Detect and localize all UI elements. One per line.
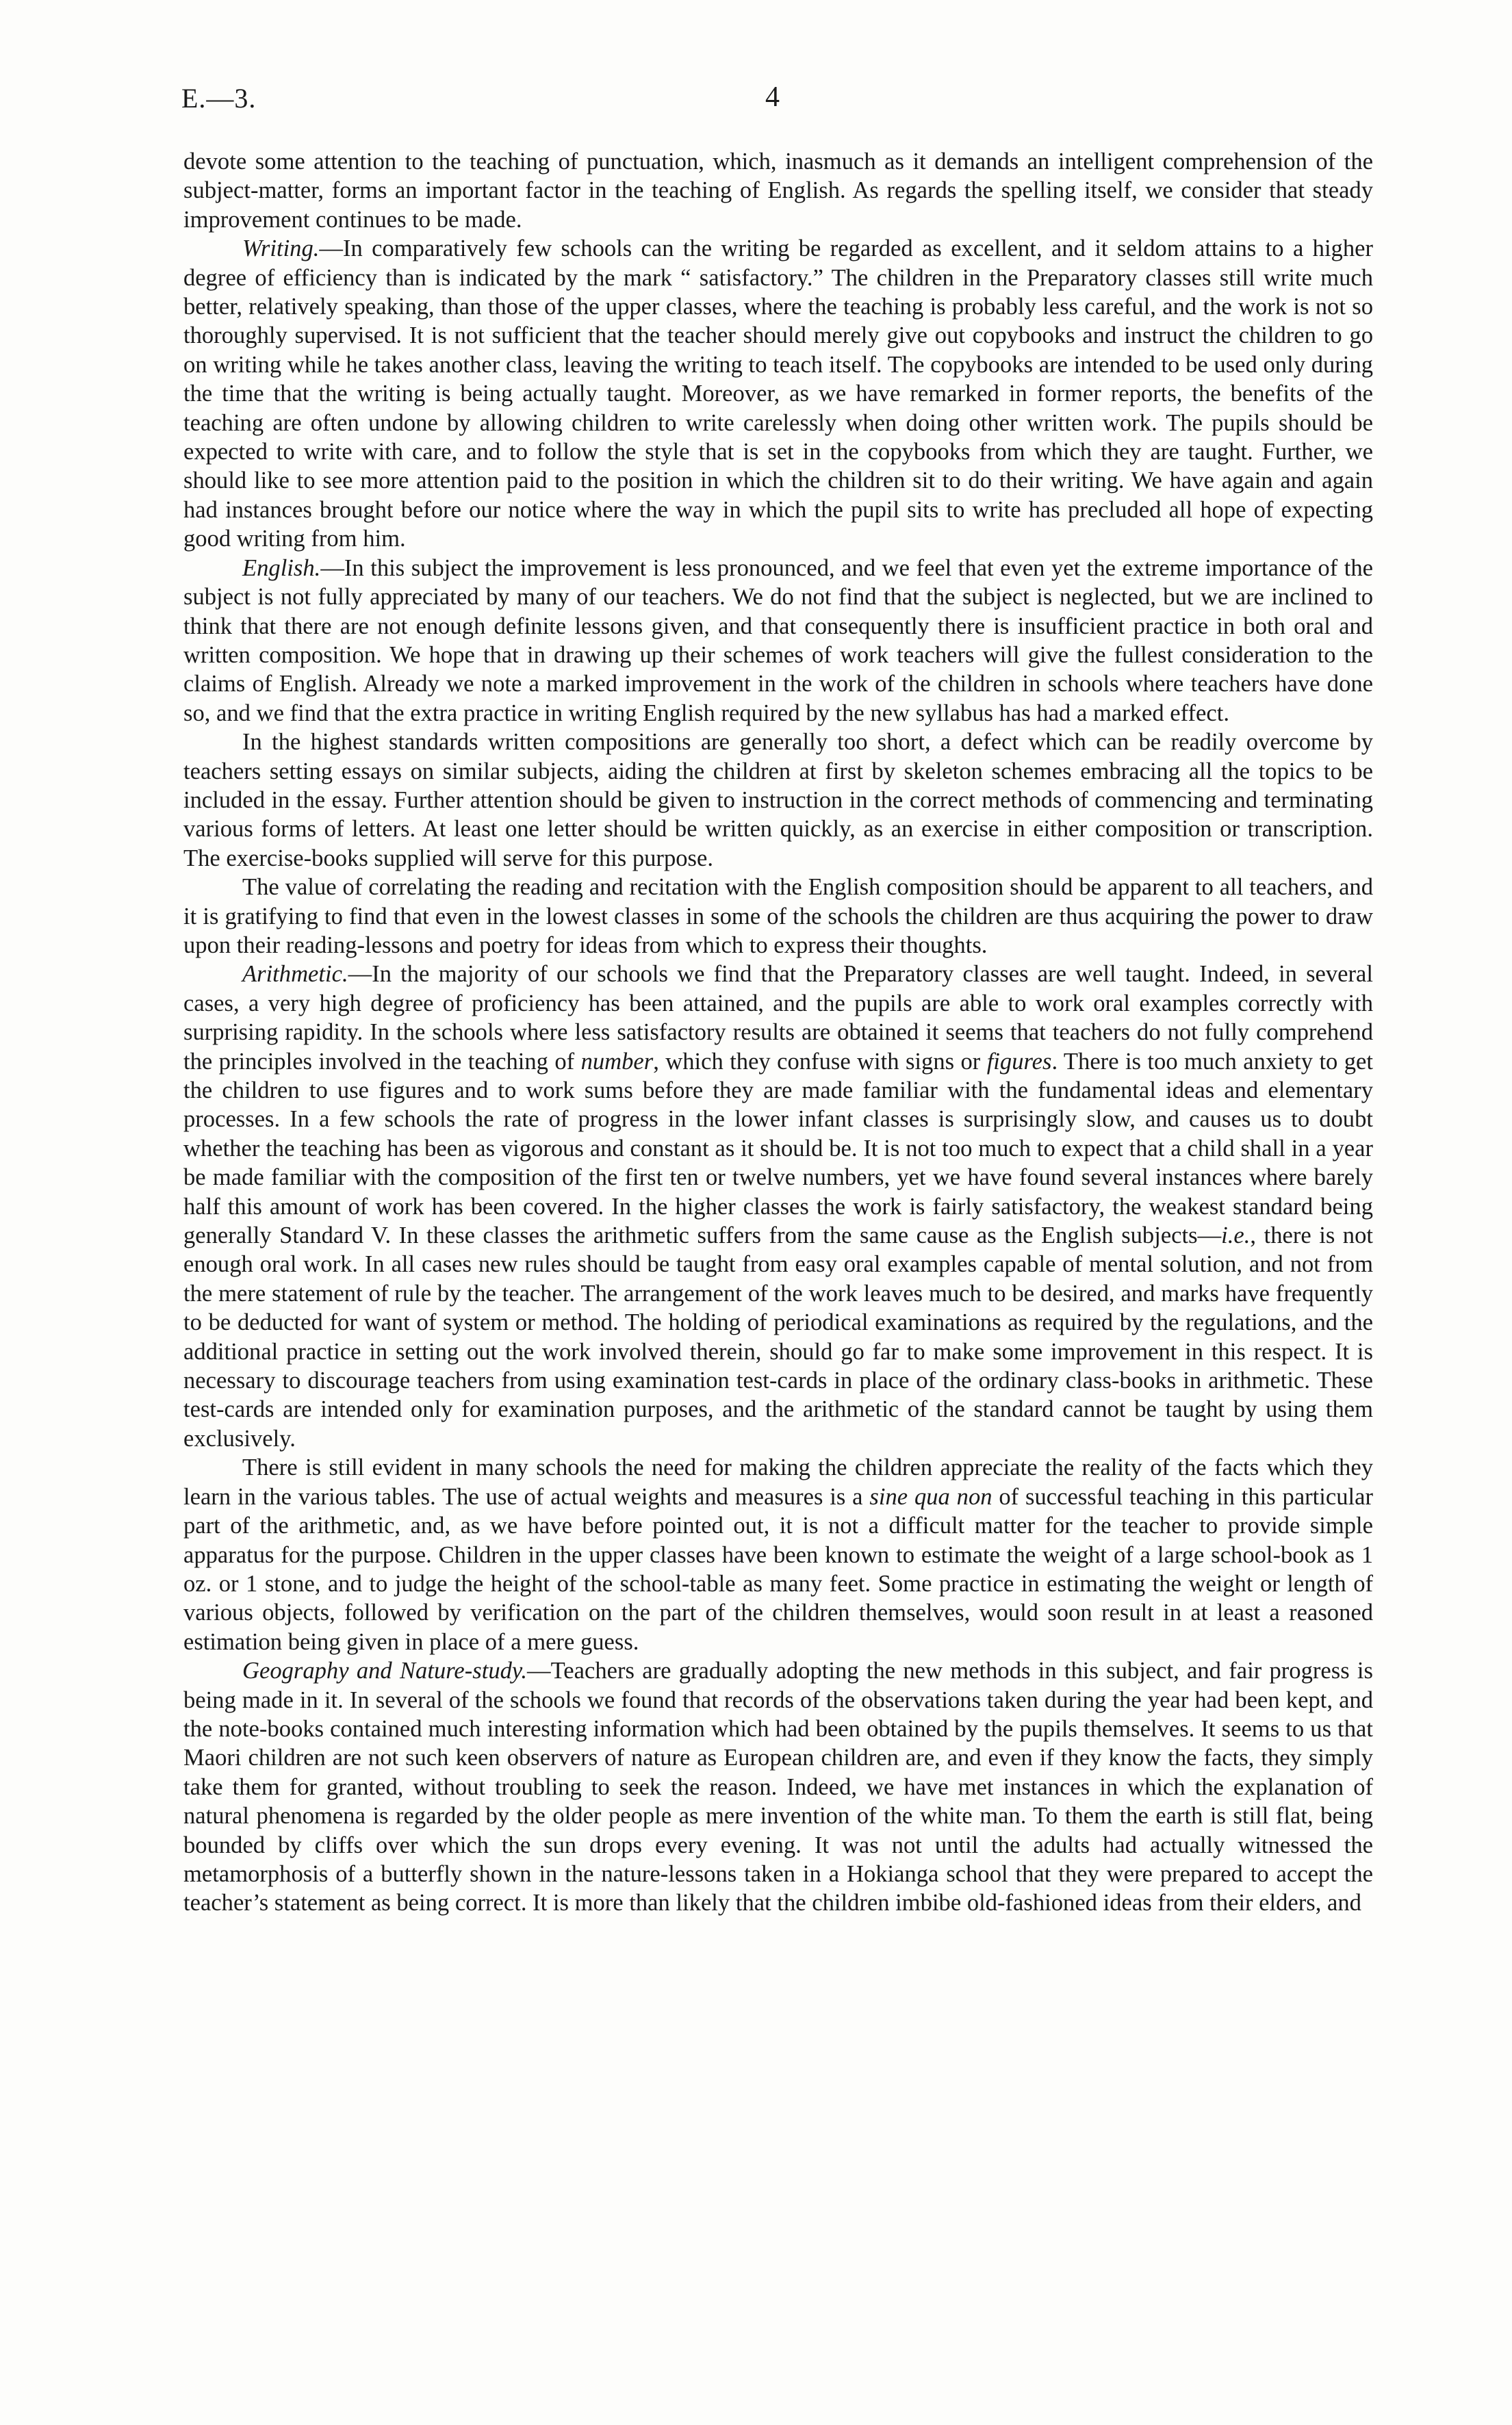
paragraph-text: , there is not enough oral work. In all cases new rules should be taught from easy oral examples capable of mental solution, and not from the mere statement of rule by the teacher. The arrangement of the work leaves much to be desired, and marks have frequently to be deducted for want of system or method. The holding of periodical examinations as required by the regulations, and the additional practice in setting out the work involved therein, should go far to make some improvement in this respect. It is necessary to discourage teachers from using examination test-cards in place of the ordinary class-books in arithmetic. These test-cards are intended only for examination purposes, and the arithmetic of the standard cannot be taught by using them exclusively. <box>183 1222 1373 1452</box>
section-heading-writing: Writing. <box>242 235 320 262</box>
emphasis-term: number <box>580 1048 654 1075</box>
paragraph-text: —In the majority of our schools we find that the Preparatory classes are well taught. Indeed, in several cases, a very high degree of proficiency has been attained, and the pupils are able to work oral examples correctly with surprising rapidity. In the schools where less satisfactory results are obtained it seems that teachers do not fully comprehend the principles involved in the teaching of <box>183 961 1373 1075</box>
paragraph-text: —In comparatively few schools can the writing be regarded as excellent, and it seldom attains to a higher degree of efficiency than is indicated by the mark “ satisfactory.” The children in the Preparatory classes still write much better, relatively speaking, than those of the upper classes, where the teaching is probably less careful, and the work is not so thoroughly supervised. It is not sufficient that the teacher should merely give out copybooks and instruct the children to go on writing while he takes another class, leaving the writing to teach itself. The copybooks are intended to be used only during the time that the writing is being actually taught. Moreover, as we have remarked in former reports, the benefits of the teaching are often undone by allowing children to write carelessly when doing other written work. The pupils should be expected to write with care, and to follow the style that is set in the copybooks from which they are taught. Further, we should like to see more attention paid to the position in which the children sit to do their writing. We have again and again had instances brought before our notice where the way in which the pupil sits to write has precluded all hope of expecting good writing from him. <box>183 235 1373 552</box>
section-heading-english: English. <box>242 554 321 581</box>
paragraph-geography <box>183 1656 1373 1918</box>
paragraph-punctuation <box>183 147 1373 234</box>
paragraph-text: There is still evident in many schools the need for making the children appreciate the reality of the facts which they learn in the various tables. The use of actual weights and measures is a <box>183 1454 1373 1510</box>
paragraph-text: The value of correlating the reading and recitation with the English composition should be apparent to all teachers, and it is gratifying to find that even in the lowest classes in some of the schools the children are thus acquiring the power to draw upon their reading-lessons and poetry for ideas from which to express their thoughts. <box>183 874 1373 958</box>
paragraph-text: , which they confuse with signs or <box>653 1048 987 1075</box>
paragraph-text: In the highest standards written compositions are generally too short, a defect which can be readily overcome by teachers setting essays on similar subjects, aiding the children at first by skeleton schemes embracing all the topics to be included in the essay. Further attention should be given to instruction in the correct methods of commencing and terminating various forms of letters. At least one letter should be written quickly, as an exercise in either composition or transcription. The exercise-books supplied will serve for this purpose. <box>183 729 1373 871</box>
section-heading-arithmetic: Arithmetic. <box>242 961 348 988</box>
emphasis-term: i.e. <box>1221 1222 1251 1249</box>
emphasis-term: figures <box>986 1048 1052 1075</box>
paragraph-english <box>183 554 1373 728</box>
page-number: 4 <box>765 81 780 113</box>
paragraph-text: . There is too much anxiety to get the children to use figures and to work sums before they are made familiar with the fundamental ideas and elementary processes. In a few schools the rate of progress in the lower infant classes is surprisingly slow, and causes us to doubt whether the teaching has been as vigorous and constant as it should be. It is not too much to expect that a child shall in a year be made familiar with the composition of the first ten or twelve numbers, yet we have found several instances where barely half this amount of work has been covered. In the higher classes the work is fairly satisfactory, the weakest standard being generally Standard V. In these classes the arithmetic suffers from the same cause as the English subjects— <box>183 1048 1373 1249</box>
running-head: E.—3. <box>181 83 257 114</box>
paragraph-compositions <box>183 728 1373 873</box>
paragraph-text: of successful teaching in this particular part of the arithmetic, and, as we have before pointed out, it is not a difficult matter for the teacher to provide simple apparatus for the purpose. Children in the upper classes have been known to estimate the weight of a large school-book as 1 oz. or 1 stone, and to judge the height of the school-table as many feet. Some practice in estimating the weight or length of various objects, followed by verification on the part of the children themselves, would soon result in at least a reasoned estimation being given in place of a mere guess. <box>183 1483 1373 1655</box>
paragraph-correlation <box>183 873 1373 960</box>
paragraph-writing <box>183 234 1373 553</box>
paragraph-text: —In this subject the improvement is less pronounced, and we feel that even yet the extreme importance of the subject is not fully appreciated by many of our teachers. We do not find that the subject is neglected, but we are inclined to think that there are not enough definite lessons given, and that consequently there is insufficient practice in both oral and written composition. We hope that in drawing up their schemes of work teachers will give the fullest consideration to the claims of English. Already we note a marked improvement in the work of the children in schools where teachers have done so, and we find that the extra practice in writing English required by the new syllabus has had a marked effect. <box>183 554 1373 726</box>
emphasis-term: sine qua non <box>869 1483 992 1510</box>
paragraph-text: devote some attention to the teaching of punctuation, which, inasmuch as it demands an intelligent comprehension of the subject-matter, forms an important factor in the teaching of English. As regards the spelling itself, we consider that steady improvement continues to be made. <box>183 149 1373 233</box>
paragraph-arithmetic <box>183 960 1373 1453</box>
paragraph-text: —Teachers are gradually adopting the new methods in this subject, and fair progress is being made in it. In several of the schools we found that records of the observations taken during the year had been kept, and the note-books contained much interesting information which had been obtained by the pupils themselves. It seems to us that Maori children are not such keen observers of nature as European children are, and even if they know the facts, they simply take them for granted, without troubling to seek the reason. Indeed, we have met instances in which the explanation of natural phenomena is regarded by the older people as mere invention of the white man. To them the earth is still flat, being bounded by cliffs over which the sun drops every evening. It was not until the adults had actually witnessed the metamorphosis of a butterfly shown in the nature-lessons taken in a Hokianga school that they were prepared to accept the teacher’s statement as being correct. It is more than likely that the children imbibe old-fashioned ideas from their elders, and <box>183 1658 1373 1916</box>
section-heading-geography: Geography and Nature-study. <box>242 1658 528 1684</box>
body-text <box>183 147 1373 1918</box>
paragraph-tables <box>183 1453 1373 1656</box>
